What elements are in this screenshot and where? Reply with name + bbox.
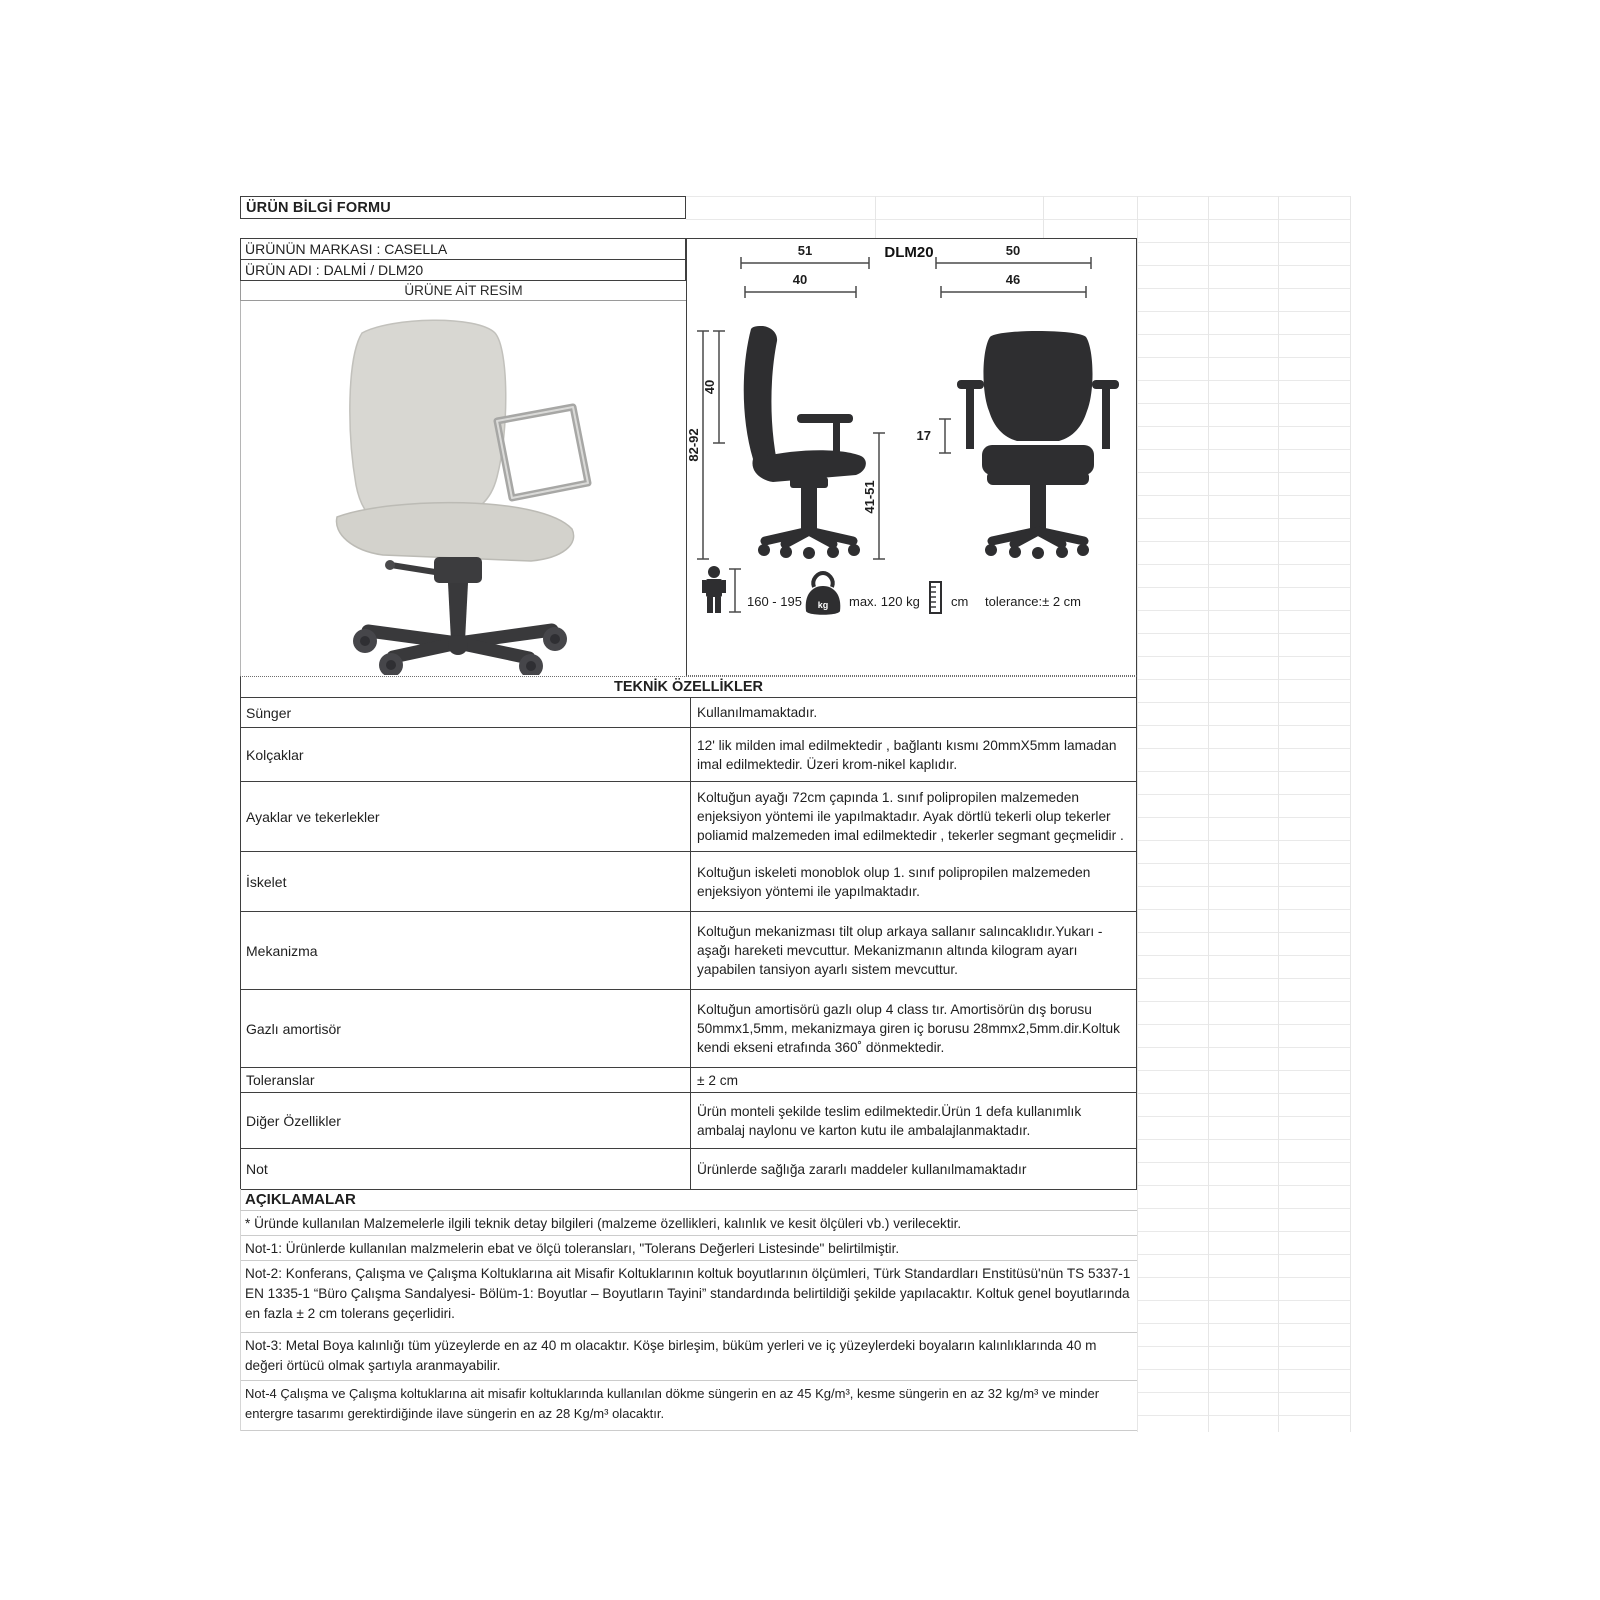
ruler-icon bbox=[930, 582, 941, 613]
grid-col-line bbox=[1278, 196, 1279, 1432]
spec-label: Not bbox=[241, 1149, 691, 1189]
grid-col-line bbox=[1137, 196, 1138, 1432]
max-weight-text: max. 120 kg bbox=[849, 594, 920, 609]
person-icon bbox=[702, 566, 726, 613]
image-caption-text: ÜRÜNE AİT RESİM bbox=[404, 283, 523, 298]
spec-value: ± 2 cm bbox=[697, 1072, 738, 1088]
legend bbox=[702, 566, 1081, 615]
grid-col-line bbox=[1208, 196, 1209, 1432]
table-row bbox=[241, 989, 1136, 1067]
brand-cell bbox=[240, 238, 686, 260]
dim-back-outer: 50 bbox=[1005, 243, 1021, 258]
dim-side-inner: 40 bbox=[792, 272, 808, 287]
lever-knob bbox=[385, 560, 395, 570]
table-row bbox=[241, 727, 1136, 781]
grid-row-line bbox=[686, 219, 1137, 220]
gas-column bbox=[448, 583, 468, 641]
image-caption-cell bbox=[240, 281, 686, 301]
product-photo-area bbox=[240, 301, 686, 676]
table-row bbox=[241, 1148, 1136, 1189]
dim-arm-height: 17 bbox=[916, 428, 931, 443]
form-title bbox=[240, 196, 686, 219]
grid-col-line bbox=[1043, 196, 1044, 238]
table-row bbox=[241, 1067, 1136, 1092]
grid-rows-right-margin bbox=[1137, 196, 1351, 1432]
grid-col-line bbox=[1350, 196, 1351, 1432]
note-item: Not-2: Konferans, Çalışma ve Çalışma Koltuklarına ait Misafir Koltuklarının koltuk boyutlarının ölçümleri, Türk Standardları Enstitüsü'nün TS 5337-1 EN 1335-1 “Büro Çalışma Sandalyesi- Bölüm-1: Boyutlar – Boyutların Tayini” standardında belirtildiği şekilde yapılacaktır. Koltuk genel boyutlarında en fazla ± 2 cm tolerans geçerlidiri. bbox=[241, 1261, 1137, 1333]
spec-value: Ürün monteli şekilde teslim edilmektedir.Ürün 1 defa kullanımlık ambalaj naylonu ve karton kutu ile ambalajlanmaktadır. bbox=[697, 1103, 1082, 1138]
product-name-cell bbox=[240, 259, 686, 281]
chair-back-silhouette bbox=[957, 331, 1119, 559]
notes-title: AÇIKLAMALAR bbox=[240, 1189, 1137, 1211]
chair-photo bbox=[241, 301, 687, 675]
specs-table bbox=[240, 698, 1137, 1190]
product-name-text: ÜRÜN ADI : DALMİ / DLM20 bbox=[245, 261, 424, 278]
note-item: Not-4 Çalışma ve Çalışma koltuklarına ait misafir koltuklarında kullanılan dökme süngerin en az 45 Kg/m³, kesme süngerin en az 32 kg/m³ ve minder entergre tasarımı gerektirdiğinde ilave süngerin en az 28 Kg/m³ olacaktır. bbox=[241, 1381, 1137, 1431]
dim-back-inner: 46 bbox=[1005, 272, 1021, 287]
unit-text: cm bbox=[951, 594, 969, 609]
specs-title: TEKNİK ÖZELLİKLER bbox=[240, 676, 1137, 698]
chrome-armrest-right bbox=[497, 407, 588, 498]
dim-side-outer: 51 bbox=[797, 243, 813, 258]
spec-value: Koltuğun ayağı 72cm çapında 1. sınıf polipropilen malzemeden enjeksiyon yöntemi ile yapılmaktadır. Ayak dörtlü tekerli olup tekerler poliamid malzemeden imal edilmektedir , tekerler segmant geçmelidir . bbox=[697, 790, 1124, 843]
spec-label: Toleranslar bbox=[241, 1068, 691, 1092]
note-item: Not-3: Metal Boya kalınlığı tüm yüzeylerde en az 40 m olacaktır. Köşe birleşim, büküm yerleri ve iç yüzeylerdeki boyaların kalınlıklarında 40 m değeri örtücü olmak şartıyla aranmayabilir. bbox=[241, 1333, 1137, 1381]
form-title-text: ÜRÜN BİLGİ FORMU bbox=[246, 199, 391, 216]
note-item: Not-1: Ürünlerde kullanılan malzmelerin ebat ve ölçü toleransları, "Tolerans Değerleri Listesinde" belirtilmiştir. bbox=[241, 1236, 1137, 1261]
spec-label: Diğer Özellikler bbox=[241, 1093, 691, 1148]
spec-value: 12' lik milden imal edilmektedir , bağlantı kısmı 20mmX5mm lamadan imal edilmektedir. Üzeri krom-nikel kaplıdır. bbox=[697, 737, 1117, 772]
spec-value: Koltuğun amortisörü gazlı olup 4 class tır. Amortisörün dış borusu 50mmx1,5mm, mekanizmaya giren iç borusu 28mmx2,5mm.dir.Koltuk kendi ekseni etrafında 360˚ dönmektedir. bbox=[697, 1002, 1120, 1055]
spec-value: Koltuğun iskeleti monoblok olup 1. sınıf polipropilen malzemeden enjeksiyon yöntemi ile yapılmaktadır. bbox=[697, 864, 1091, 899]
person-height-line bbox=[729, 569, 741, 612]
spec-label: Ayaklar ve tekerlekler bbox=[241, 782, 691, 851]
spec-label: İskelet bbox=[241, 852, 691, 911]
chair-backrest bbox=[350, 320, 506, 525]
weight-unit-text: kg bbox=[817, 600, 829, 610]
tolerance-text: tolerance:± 2 cm bbox=[985, 594, 1082, 609]
person-range-text: 160 - 195 bbox=[747, 594, 802, 609]
dim-backrest-height: 40 bbox=[702, 379, 717, 395]
spec-label: Gazlı amortisör bbox=[241, 990, 691, 1067]
technical-drawing-box bbox=[686, 238, 1137, 676]
brand-text: ÜRÜNÜN MARKASI : CASELLA bbox=[245, 241, 448, 257]
chair-lever bbox=[391, 565, 435, 572]
chair-seat bbox=[336, 503, 573, 561]
spec-value: Ürünlerde sağlığa zararlı maddeler kullanılmamaktadır bbox=[697, 1161, 1027, 1177]
grid-col-line bbox=[875, 196, 876, 238]
dim-seat-height: 41-51 bbox=[862, 480, 877, 514]
notes-section bbox=[240, 1211, 1137, 1431]
table-row bbox=[241, 698, 1136, 727]
table-row bbox=[241, 911, 1136, 989]
dimension-diagram bbox=[687, 239, 1136, 675]
spec-label: Mekanizma bbox=[241, 912, 691, 989]
base-hub bbox=[448, 635, 468, 655]
model-label: DLM20 bbox=[884, 244, 934, 261]
note-item: * Üründe kullanılan Malzemelerle ilgili teknik detay bilgileri (malzeme özellikleri, kalınlık ve kesit ölçüleri vb.) verilecektir. bbox=[241, 1211, 1137, 1236]
grid-row-line bbox=[686, 196, 1137, 197]
spec-value: Koltuğun mekanizması tilt olup arkaya sallanır salıncaklıdır.Yukarı - aşağı hareketi mevcuttur. Mekanizmanın altında kilogram ayarı yapabilen tansiyon ayarlı sistem mevcuttur. bbox=[697, 924, 1103, 977]
chair-mechanism bbox=[434, 557, 482, 583]
table-row bbox=[241, 1092, 1136, 1148]
dim-total-height: 82-92 bbox=[687, 428, 701, 462]
table-row bbox=[241, 851, 1136, 911]
table-row bbox=[241, 781, 1136, 851]
spec-value: Kullanılmamaktadır. bbox=[697, 705, 818, 720]
chair-side-silhouette bbox=[744, 326, 866, 559]
spec-label: Sünger bbox=[241, 698, 691, 727]
spec-label: Kolçaklar bbox=[241, 728, 691, 781]
